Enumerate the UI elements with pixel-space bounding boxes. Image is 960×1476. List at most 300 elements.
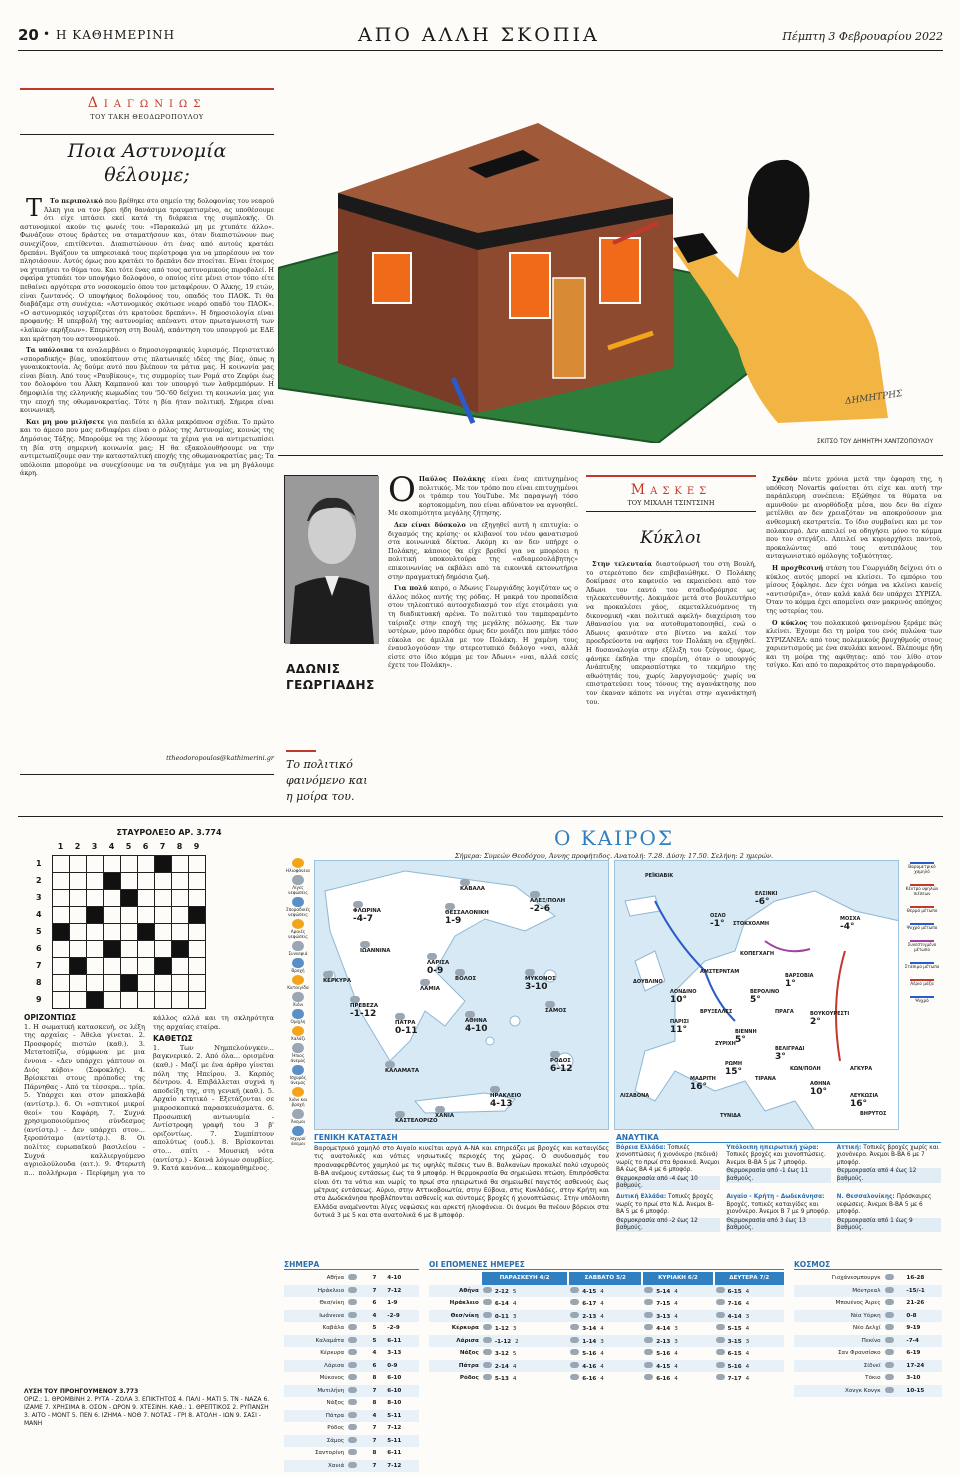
sun-cloud-icon	[348, 1374, 357, 1380]
map-city	[755, 891, 777, 907]
wind-force: 5	[372, 1325, 377, 1332]
day-forecast	[568, 1372, 642, 1385]
sun-icon	[292, 975, 304, 985]
crossword-cell[interactable]	[104, 975, 121, 992]
next-row	[429, 1347, 784, 1360]
cartoon-signature: ΔΗΜΗΤΡΗΣ	[844, 389, 904, 407]
crossword-cell[interactable]	[87, 975, 104, 992]
crossword-black-cell	[121, 975, 138, 992]
crossword-cell[interactable]	[189, 958, 206, 975]
crossword-cell[interactable]	[138, 873, 155, 890]
crossword-cell[interactable]	[70, 924, 87, 941]
crossword-cell[interactable]	[138, 856, 155, 873]
crossword-cell[interactable]	[70, 941, 87, 958]
map-city-temp: 10°	[670, 995, 688, 1005]
map-city-temp: -1-12	[350, 1009, 377, 1019]
crossword-cell[interactable]	[53, 992, 70, 1009]
map-city	[790, 1066, 821, 1072]
next-row	[429, 1372, 784, 1385]
temp-range: 4-14	[656, 1326, 671, 1333]
crossword-cell[interactable]	[155, 907, 172, 924]
crossword-cell[interactable]	[189, 856, 206, 873]
legend-item	[286, 975, 310, 990]
portrait-box	[284, 475, 378, 643]
crossword-cell[interactable]	[70, 907, 87, 924]
map-city	[850, 1093, 878, 1109]
temp-range: 5-11	[385, 1410, 419, 1423]
crossword-cell[interactable]	[172, 873, 189, 890]
temp-range: 3-12	[494, 1351, 509, 1358]
map-city-name: ΜΥΚΟΝΟΣ	[525, 976, 556, 982]
wind-force: 3	[674, 1338, 678, 1345]
map-city-name: ΧΑΝΙΑ	[435, 1113, 455, 1119]
legend-item	[286, 1126, 310, 1146]
legend-item	[904, 992, 940, 1003]
map-city	[840, 916, 860, 932]
column-top-rule	[20, 88, 274, 90]
sun-cloud-icon	[570, 1362, 579, 1368]
sun-cloud-icon	[348, 1274, 357, 1280]
sun-cloud-icon	[716, 1287, 725, 1293]
map-city-temp: 4-13	[490, 1099, 513, 1109]
region-temp: Θερμοκρασία από -4 έως 10 βαθμούς.	[616, 1176, 720, 1191]
crossword-cell[interactable]	[155, 924, 172, 941]
cloud-icon	[525, 969, 535, 976]
column-title: Κύκλοι	[640, 528, 702, 548]
paragraph	[766, 564, 942, 616]
crossword-col-number: 6	[142, 842, 149, 851]
crossword-col-number: 2	[74, 842, 81, 851]
map-city-temp: 16°	[690, 1082, 708, 1092]
map-city-name: ΡΩΜΗ	[725, 1061, 743, 1067]
city-name: Πεκίνο	[794, 1335, 883, 1348]
region-forecast	[726, 1194, 830, 1232]
map-city	[395, 1111, 438, 1124]
sun-cloud-icon	[716, 1324, 725, 1330]
author-email[interactable]: ttheodoropoulos@kathimerini.gr	[166, 754, 274, 762]
crossword-cell[interactable]	[104, 907, 121, 924]
crossword-col-number: 1	[57, 842, 64, 851]
day-forecast	[642, 1297, 713, 1310]
sun-cloud-icon	[716, 1337, 725, 1343]
crossword-col-number: 4	[108, 842, 115, 851]
crossword-cell[interactable]	[121, 958, 138, 975]
map-city-name: ΑΜΣΤΕΡΝΤΑΜ	[700, 969, 740, 975]
crossword-cell[interactable]	[155, 890, 172, 907]
map-city	[545, 1001, 566, 1014]
crossword-cell[interactable]	[121, 907, 138, 924]
map-city-name: ΑΘΗΝΑ	[465, 1018, 487, 1024]
crossword-cell[interactable]	[172, 924, 189, 941]
weather-icon-cell	[346, 1422, 370, 1435]
cloud-icon	[490, 1086, 500, 1093]
temp-range: 0-11	[494, 1313, 509, 1320]
today-row	[284, 1272, 419, 1285]
masthead	[18, 18, 943, 48]
crossword-cell[interactable]	[104, 992, 121, 1009]
region-forecast	[616, 1145, 720, 1190]
crossword-cell[interactable]	[172, 975, 189, 992]
next-row	[429, 1360, 784, 1373]
crossword-cell[interactable]	[53, 856, 70, 873]
temp-range: 5-14	[656, 1288, 671, 1295]
crossword-cell[interactable]	[53, 975, 70, 992]
crossword-cell[interactable]	[70, 992, 87, 1009]
next-row	[429, 1322, 784, 1335]
legend-label: Χιόνι και βροχή	[288, 1097, 308, 1107]
crossword-cell[interactable]	[138, 958, 155, 975]
cloud-icon	[395, 1013, 405, 1020]
crossword-cell[interactable]	[189, 975, 206, 992]
city-name: Σαντορίνη	[314, 1450, 345, 1457]
legend-label: Συννεφιά	[288, 951, 308, 956]
crossword-cell[interactable]	[87, 873, 104, 890]
legend-item	[286, 1026, 310, 1041]
legend-label: Ηλιοφάνεια	[286, 868, 310, 873]
map-city	[670, 1019, 689, 1035]
crossword-col-number: 8	[176, 842, 183, 851]
legend-item	[286, 858, 310, 873]
map-city-temp: 15°	[725, 1067, 743, 1077]
column-diagonios	[20, 88, 274, 808]
crossword-cell[interactable]	[121, 856, 138, 873]
crossword-cell[interactable]	[87, 924, 104, 941]
weather-icon-cell	[883, 1285, 905, 1298]
temp-range: -2-9	[385, 1310, 419, 1323]
map-city-name: ΒΟΥΚΟΥΡΕΣΤΙ	[810, 1011, 850, 1017]
sun-cloud-icon	[570, 1299, 579, 1305]
weather-subtitle: Σήμερα: Συμεών Θεοδόχου, Άννης προφήτιδος. Ανατολή: 7.28. Δύση: 17.50. Σελήνη: 2 ημερών.	[454, 852, 774, 860]
cloud-icon	[360, 941, 370, 948]
author-name-line: ΑΔΩΝΙΣ	[286, 662, 341, 676]
lead-in: Παύλος Πολάκης	[418, 475, 486, 483]
rain-icon	[292, 1009, 304, 1019]
crossword-cell[interactable]	[138, 890, 155, 907]
today-table	[284, 1272, 419, 1472]
map-city-name: ΡΕΪΚΙΑΒΙΚ	[645, 873, 674, 879]
map-city-name: ΖΥΡΙΧΗ	[715, 1041, 736, 1047]
temp-range: 6-10	[385, 1385, 419, 1398]
crossword-cell[interactable]	[138, 975, 155, 992]
temp-range: 8-10	[387, 1400, 402, 1407]
paragraph	[388, 584, 578, 670]
world-row	[794, 1372, 942, 1385]
section-divider	[18, 816, 943, 817]
map-city	[725, 1061, 742, 1077]
legend-label: Ισχυρός άνεμος	[289, 1075, 307, 1085]
lead-in: Δεν είναι δύσκολο	[394, 520, 466, 529]
wind-force: 2	[515, 1338, 519, 1345]
map-city-name: ΠΑΤΡΑ	[395, 1020, 416, 1026]
crossword-cell[interactable]	[172, 907, 189, 924]
crossword-cell[interactable]	[104, 856, 121, 873]
crossword-cell[interactable]	[121, 992, 138, 1009]
wind-force: 7	[371, 1285, 386, 1298]
map-city-temp: 3°	[775, 1052, 786, 1062]
map-city-name: ΠΡΑΓΑ	[775, 1009, 794, 1015]
legend-item	[286, 1087, 310, 1107]
paragraph-text: του πολακικού φαινομένου ξεράμε πώς κλείνει. Έχουμε δει τη μοίρα του ενός πυλώνα των ΣΥΡΙΖΑΝΕΛ: από τους πολεμικούς βρυχηθμούς στους χαριεντισμούς με ένα σκυλάκι κανονέ. Βλέπουμε ήδη και τη μοίρα της αφιθητας: από τον λίθο στον τσίγκο. Και από το παρακράτος στο παραγράφουδο.	[766, 618, 942, 670]
crossword-col-number: 5	[125, 842, 132, 851]
column-body-4	[766, 475, 942, 673]
sun-icon	[292, 919, 304, 929]
map-city-name: ΒΑΡΣΟΒΙΑ	[785, 973, 814, 979]
map-city	[715, 1041, 736, 1047]
crossword-cell[interactable]	[172, 890, 189, 907]
map-city-name: ΒΡΥΞΕΛΛΕΣ	[700, 1009, 733, 1015]
weather-icon-cell	[346, 1460, 370, 1473]
crossword-cell[interactable]	[53, 907, 70, 924]
map-city-temp: 16°	[850, 1099, 868, 1109]
sun-icon	[292, 1026, 304, 1036]
crossword-cell[interactable]	[138, 907, 155, 924]
map-city	[785, 973, 814, 989]
lead-in: Η προχθεσινή	[772, 563, 824, 572]
next-row	[429, 1310, 784, 1323]
map-city-name: ΟΣΛΟ	[710, 913, 726, 919]
crossword-cell[interactable]	[155, 975, 172, 992]
day-forecast	[714, 1360, 784, 1373]
crossword-cell[interactable]	[189, 873, 206, 890]
cloud-icon	[465, 1011, 475, 1018]
city-name: Ηράκλειο	[449, 1300, 479, 1307]
temp-range: 0-9	[385, 1360, 419, 1373]
across-title: ΟΡΙΖΟΝΤΙΩΣ	[24, 1013, 77, 1022]
next-days-table	[429, 1272, 784, 1385]
map-city-name: ΛΙΣΑΒΟΝΑ	[620, 1093, 650, 1099]
quote-rule	[286, 750, 316, 752]
map-city	[670, 989, 696, 1005]
temp-range: 6-19	[906, 1350, 921, 1357]
temp-range: 1-12	[494, 1326, 509, 1333]
crossword-cell[interactable]	[87, 890, 104, 907]
crossword-cell[interactable]	[104, 924, 121, 941]
temp-range: 3-10	[906, 1375, 921, 1382]
wind-force: 4	[745, 1326, 750, 1333]
city-name: Χονγκ Κονγκ	[794, 1385, 883, 1398]
map-city-temp: 6-12	[550, 1064, 573, 1074]
weather-legend-left	[286, 858, 310, 1148]
map-city-name: ΡΟΔΟΣ	[550, 1058, 571, 1064]
sun-cloud-icon	[483, 1349, 492, 1355]
cloud-icon	[885, 1337, 894, 1343]
cloud-icon	[445, 903, 455, 910]
region-name: Βόρεια Ελλάδα:	[616, 1145, 666, 1151]
map-city	[360, 941, 390, 954]
day-forecast	[642, 1372, 713, 1385]
legend-item	[286, 1009, 310, 1024]
crossword-title: ΣΤΑΥΡΟΛΕΞΟ ΑΡ. 3.774	[116, 828, 222, 837]
today-row	[284, 1285, 419, 1298]
greece-map	[314, 860, 609, 1130]
crossword-col-number: 9	[193, 842, 200, 851]
crossword-cell[interactable]	[138, 992, 155, 1009]
weather-icon-cell	[346, 1397, 370, 1410]
wind-force: 4	[745, 1288, 750, 1295]
today-row	[284, 1410, 419, 1423]
crossword-cell[interactable]	[155, 873, 172, 890]
sun-cloud-icon	[570, 1324, 579, 1330]
map-city-name: ΘΕΣΣΑΛΟΝΙΚΗ	[445, 910, 489, 916]
crossword-cell[interactable]	[155, 992, 172, 1009]
lead-in: Τα υπόλοιπα	[26, 346, 74, 355]
crossword-cell[interactable]	[121, 941, 138, 958]
temp-range: -15/-1	[904, 1285, 942, 1298]
paragraph-text: που βρέθηκε στο σημείο της δολοφονίας του νεαρού Άλκη για να τον βρει ήδη θανάσιμα τραυματισμένο, ας υποθέσουμε ότι είχε ιπτάσει εκεί κατά τη διάρκεια της συμπλοκής. Οι αστυνομικοί ακούν τις φωνές του: «Παρακαλώ μη με χτυπάτε άλλο». Φωνάζουν στους δράστες να σταματήσουν και, όταν διαπιστώνουν πως συνεχίζουν, επιτίθενται. Διαπιστώνουν ότι ένας από αυτούς κρατάει δρεπάνι. Βγάζουν τα υπηρεσιακά τους περίστροφα για να μπορέσουν να τον πλησιάσουν. Αυτός όμως που κρατάει το δρεπάνι δεν πτοείται. Είναι έτοιμος να χτυπήσει το θύμα του. Και τότε ένας από τους αστυνομικούς πυροβολεί. Η σφαίρα χτυπάει τον υποψήφιο δολοφόνο, ο οποίος είτε μένει στον τόπο είτε πεθαίνει αργότερα στο νοσοκομείο όπου τον μεταφέρουν. Ο Άλκης, 19 ετών, είναι ζωντανός. Ο υποψήφιος δολοφόνος του, οπαδός του ΠΑΟΚ. Τι θα διαβάζαμε στη συνέχεια: «Αστυνομικός σκότωσε νεαρό οπαδό του ΠΑΟΚ». «Ο αστυνομικός ισχυρίζεται ότι κρατούσε δρεπάνι». Η δημοσιολογία είναι προφανής: Η υπερβολή της αστυνομίας απέναντι στον πρωταγωνιστή των «λαϊκών εκρήξεων». Επερώτηση στη Βουλή, απάντηση του υπουργού με ΕΔΕ και κράτηση του αστυνομικού.	[20, 197, 274, 343]
paragraph-text: πέντε χρόνια μετά την έφαρση της, η υπόθεση Novartis φαίνεται ότι είχε και αυτή την παράπλευρη συνέπεια: Εξώθησε τα θύματα να αμυνθούν με ανορθόδοξα μέσα, που δεν θα είχαν μετέλθει αν δεν χρειαζόταν να αποκρούσουν μια ανθεσμική εκστρατεία. Το ίδιο συμβαίνει και με τον πολακισμό. Δεν απειλεί να οδηγήσει μόνο το κόμμα που τον στεγάζει. Απειλεί να κυριαρχήσει παντού, προκαλώντας από τους αντιπάλους του ανταγωνιστικό ομόλογης τοξικότητας.	[766, 475, 942, 561]
crossword-cell[interactable]	[138, 941, 155, 958]
map-city-name: ΒΙΕΝΝΗ	[735, 1029, 757, 1035]
byline-rule	[20, 134, 274, 135]
crossword-black-cell	[104, 941, 121, 958]
sun-cloud-icon	[483, 1324, 492, 1330]
weather-icon-cell	[346, 1435, 370, 1448]
map-city-temp: 10°	[810, 1087, 828, 1097]
wind-force: 4	[600, 1363, 604, 1370]
crossword-cell[interactable]	[172, 992, 189, 1009]
crossword-cell[interactable]	[121, 924, 138, 941]
crossword-cell[interactable]	[70, 873, 87, 890]
paragraph-text: καιρό, ο Άδωνις Γεωργιάδης λογιζόταν ως ο άλλος πόλος αυτής της ρόδας. Η μακρά του προπαίδεια στον τηλεοπτικό αυτοσχεδιασμό τον είχε ετοιμάσει για τη διαδικτυακή αρένα. Το πολιτικό του ταμπεραμέντο ταίριαζε στην εποχή της μεγάλης πόλωσης. Εκ των υστέρων, μόνο παρόδεε όμως δεν μοιάζει που μπήκε τόσο εύκολα σε άμιλλα με τον Πολάκη. Η χαμένη τους έναυσλογούσαν την στερεοτυπικό διάλογο «ναι, αλλά είστε στο ίδιο κόμμα με τον Άδωνι» «ναι, αλλά εσείς έχετε τον Πολάκη».	[388, 584, 578, 670]
region-forecast	[837, 1145, 941, 1190]
sun-cloud-icon	[348, 1424, 357, 1430]
map-city	[710, 913, 726, 929]
weather-icon-cell	[883, 1360, 905, 1373]
temp-range: 7-12	[385, 1285, 419, 1298]
page-date: Πέμπτη 3 Φεβρουαρίου 2022	[782, 30, 943, 43]
wind-force: 3	[512, 1313, 517, 1320]
temp-range: 6-17	[582, 1301, 597, 1308]
crossword-cell[interactable]	[172, 856, 189, 873]
temp-range: 7-12	[387, 1425, 402, 1432]
map-city-temp: -4-7	[353, 914, 373, 924]
day-forecast	[568, 1310, 642, 1323]
map-city-temp: 5°	[750, 995, 761, 1005]
lead-in: Ο κύκλος	[772, 618, 808, 627]
crossword-black-cell	[121, 890, 138, 907]
crossword-cell[interactable]	[70, 856, 87, 873]
crossword-row-number: 5	[36, 927, 42, 936]
crossword-cell[interactable]	[70, 890, 87, 907]
column-body	[20, 194, 274, 478]
next-row	[429, 1297, 784, 1310]
temp-range: 5-16	[656, 1351, 671, 1358]
cloud-icon	[885, 1312, 894, 1318]
sun-cloud-icon	[644, 1374, 653, 1380]
cloud-icon	[550, 1051, 560, 1058]
day-forecast	[642, 1310, 713, 1323]
weather-icon-cell	[883, 1297, 905, 1310]
temp-range: 2-12	[494, 1288, 509, 1295]
day-header: ΚΥΡΙΑΚΗ 6/2	[642, 1272, 713, 1285]
legend-label: Αέριο μάζα	[910, 981, 934, 986]
crossword-cell[interactable]	[189, 890, 206, 907]
day-forecast	[481, 1322, 568, 1335]
crossword-cell[interactable]	[121, 873, 138, 890]
map-city-temp: 3-10	[525, 982, 548, 992]
map-city	[700, 969, 739, 975]
column-title: Ποια Αστυνομία θέλουμε;	[67, 140, 227, 186]
legend-label: Αραιές νεφώσεις	[288, 929, 308, 939]
crossword-cell[interactable]	[189, 924, 206, 941]
wind-force: 4	[600, 1351, 604, 1358]
byline-rule	[586, 511, 756, 512]
crossword-cell[interactable]	[53, 890, 70, 907]
legend-label: Ήπιος άνεμος	[290, 1053, 306, 1063]
crossword-cell[interactable]	[189, 941, 206, 958]
crossword-cell[interactable]	[155, 941, 172, 958]
map-city-name: ΔΟΥΒΛΙΝΟ	[633, 979, 663, 985]
paragraph	[766, 619, 942, 671]
crossword-cell[interactable]	[87, 958, 104, 975]
city-name: Κέρκυρα	[320, 1350, 345, 1357]
temp-range: 5-16	[727, 1363, 742, 1370]
crossword-grid[interactable]	[52, 855, 206, 1009]
city-name: Μπουένος Άιρες	[835, 1300, 881, 1307]
crossword-cell[interactable]	[53, 958, 70, 975]
wind-force: 4	[600, 1313, 604, 1320]
day-forecast	[481, 1347, 568, 1360]
crossword-black-cell	[53, 924, 70, 941]
sun-cloud-icon	[644, 1287, 653, 1293]
next-days-box	[429, 1260, 784, 1385]
column-top-rule	[586, 475, 756, 477]
temp-range: 4-10	[387, 1275, 402, 1282]
map-city	[810, 1081, 830, 1097]
crossword-col-number: 3	[91, 842, 98, 851]
weather-icon-cell	[883, 1372, 905, 1385]
crossword-black-cell	[189, 907, 206, 924]
crossword-cell[interactable]	[87, 941, 104, 958]
day-forecast	[568, 1335, 642, 1348]
wind-force: 5	[371, 1335, 386, 1348]
paragraph	[388, 521, 578, 581]
map-city	[530, 891, 565, 914]
crossword-cell[interactable]	[104, 958, 121, 975]
crossword-cell[interactable]	[189, 992, 206, 1009]
crossword-cell[interactable]	[172, 958, 189, 975]
wind-force: 4	[512, 1363, 517, 1370]
day-forecast	[568, 1360, 642, 1373]
sun-cloud-icon	[348, 1337, 357, 1343]
wind-force: 4	[674, 1363, 678, 1370]
map-city	[525, 969, 556, 992]
crossword-black-cell	[138, 924, 155, 941]
crossword-black-cell	[87, 992, 104, 1009]
map-city-name: ΚΩΝ/ΠΟΛΗ	[790, 1066, 821, 1072]
crossword-cell[interactable]	[70, 975, 87, 992]
map-city	[810, 1011, 849, 1027]
lead-in: Και μη μου μιλήσετε	[26, 417, 105, 426]
rain-icon	[292, 1065, 304, 1075]
temp-range: 7-12	[385, 1460, 419, 1473]
crossword	[24, 828, 274, 1468]
paragraph	[766, 475, 942, 561]
crossword-cell[interactable]	[53, 941, 70, 958]
city-name: Μυτιλήνη	[284, 1385, 346, 1398]
map-city-name: ΚΟΠΕΓΧΑΓΗ	[740, 951, 775, 957]
legend-item	[286, 897, 310, 917]
legend-label: Ψυχρό μέτωπο	[906, 925, 938, 930]
lead-in: Το περιπολικό	[50, 197, 103, 205]
crossword-cell[interactable]	[53, 873, 70, 890]
crossword-cell[interactable]	[87, 856, 104, 873]
crossword-cell[interactable]	[104, 890, 121, 907]
map-city	[435, 1106, 454, 1119]
weather-icon-cell	[346, 1372, 370, 1385]
cloud-icon	[323, 971, 333, 978]
wind-force: 3	[674, 1326, 678, 1333]
